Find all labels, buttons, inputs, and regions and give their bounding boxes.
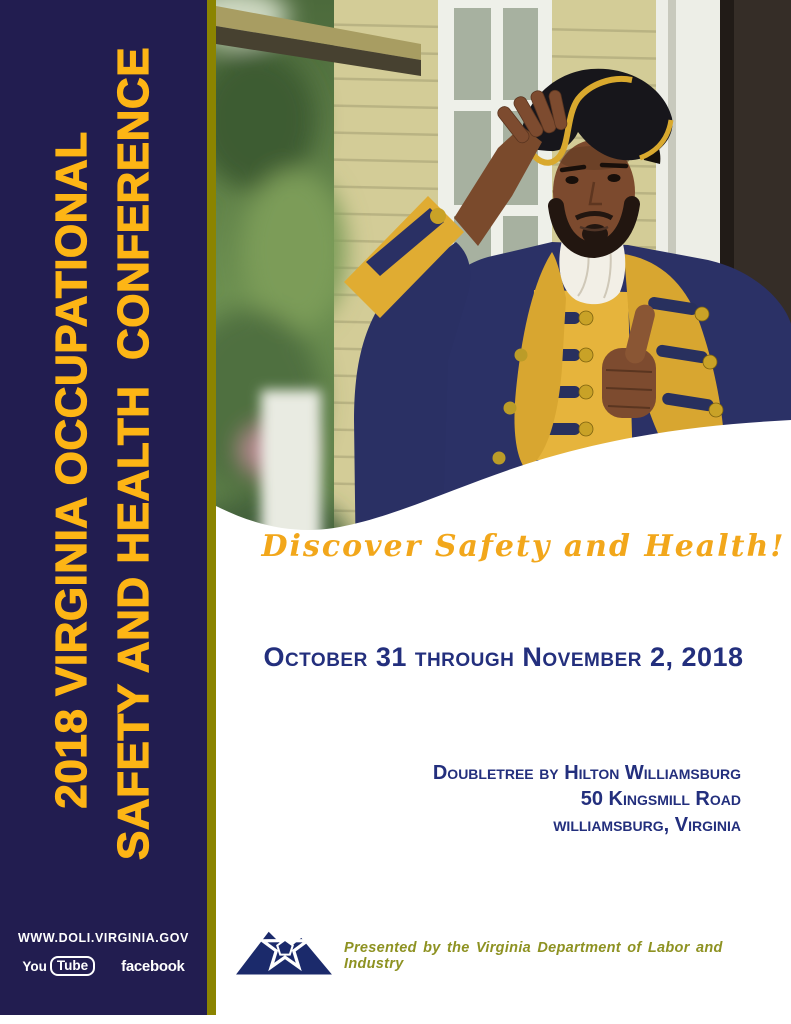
youtube-logo[interactable] (22, 956, 95, 976)
venue-address (433, 760, 741, 838)
conference-title (41, 46, 165, 860)
presented-by-text: Presented by the Virginia Department of Labor and Industry (344, 940, 723, 972)
event-dates: October 31 through November 2, 2018 (263, 642, 744, 672)
foliage (216, 0, 351, 578)
tagline: Discover Safety and Health! (261, 529, 786, 564)
sidebar (0, 0, 207, 1015)
doli-logo (234, 914, 336, 980)
website-url[interactable]: WWW.DOLI.VIRGINIA.GOV (18, 931, 189, 945)
conference-title-line2: SAFETY AND HEALTH CONFERENCE (109, 46, 158, 860)
conference-title-line1: 2018 VIRGINIA OCCUPATIONAL (47, 131, 96, 809)
venue-city: williamsburg, Virginia (553, 814, 741, 836)
venue-street: 50 Kingsmill Road (580, 788, 741, 810)
main-content (216, 0, 791, 1024)
photo-illustration (216, 0, 791, 578)
venue-name: Doubletree by Hilton Williamsburg (432, 762, 741, 784)
youtube-tube-badge: Tube (50, 956, 95, 976)
facebook-logo[interactable]: facebook (121, 957, 185, 975)
colonial-reenactor-photo (216, 0, 791, 578)
divider-stripe (207, 0, 216, 1015)
youtube-you-text: You (22, 958, 47, 974)
social-links (0, 956, 207, 976)
